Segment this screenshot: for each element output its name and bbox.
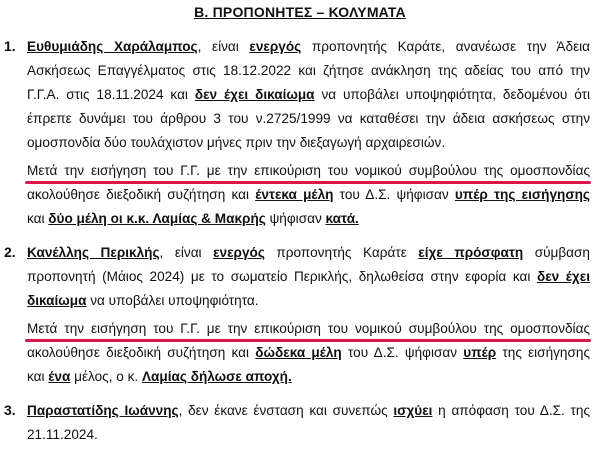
item-1-line-7: ακολούθησε διεξοδική συζήτηση και έντεκα μέλη του Δ.Σ. ψήφισαν υπέρ της εισήγησης [27, 187, 590, 202]
item-2-line-3: δικαίωμα να υποβάλει υποψηφιότητα. [27, 293, 259, 308]
person-name: Ευθυμιάδης Χαράλαμπος [27, 39, 198, 54]
item-1-line-1: Ευθυμιάδης Χαράλαμπος, είναι ενεργός προπονητής Καράτε, ανανέωσε την Άδεια [27, 39, 591, 54]
item-1-line-2: Ασκήσεως Επαγγέλματος στις 18.12.2022 και ζήτησε ανάκληση της αδείας του από την [27, 63, 590, 78]
no-right-phrase: δεν έχει [536, 269, 590, 284]
item-2-line-6: και ένα μέλος, ο κ. Λαμίας δήλωσε αποχή. [27, 369, 292, 384]
no-right-phrase: δεν έχει δικαίωμα [194, 87, 315, 102]
one-member: ένα [48, 369, 71, 384]
in-favor-phrase: υπέρ της εισήγησης [454, 187, 590, 202]
item-2-line-1: Κανέλλης Περικλής, είναι ενεργός προπονητής Καράτε είχε πρόσφατη σύμβαση [27, 245, 590, 260]
item-2-line-2: προπονητή (Μάιος 2024) με το σωματείο Περικλής, δηλωθείσα στην εφορία και δεν έχει [27, 269, 590, 284]
status-active: ενεργός [249, 39, 302, 54]
against-phrase: κατά. [325, 211, 359, 226]
status-active: ενεργός [213, 245, 265, 260]
red-underline [25, 181, 591, 184]
item-number: 3. [4, 402, 16, 418]
item-2-line-5: ακολούθησε διεξοδική συζήτηση και δώδεκα μέλη του Δ.Σ. ψήφισαν υπέρ της εισήγησης [27, 345, 590, 360]
abstention-phrase: Λαμίας δήλωσε αποχή. [141, 369, 292, 384]
valid-word: ισχύει [393, 403, 433, 418]
recent-contract: είχε πρόσφατη [418, 245, 524, 260]
item-3-line-2: 21.11.2024. [27, 427, 98, 442]
section-title: Β. ΠΡΟΠΟΝΗΤΕΣ – ΚΟΛΥΜΑΤΑ [194, 4, 406, 20]
in-favor-word: υπέρ [463, 345, 497, 360]
person-name: Παραστατίδης Ιωάννης [27, 403, 179, 418]
eleven-members: έντεκα μέλη [255, 187, 334, 202]
no-right-phrase-cont: δικαίωμα [27, 293, 87, 308]
item-1-line-5: ομοσπονδία δύο τουλάχιστον μήνες πριν την διεξαγωγή αρχαιρεσιών. [27, 135, 446, 150]
item-1-highlighted-line: Μετά την εισήγηση του Γ.Γ. με την επικούριση του νομικού συμβούλου της ομοσπονδίας [27, 163, 590, 178]
person-name: Κανέλλης Περικλής [27, 245, 160, 260]
item-number: 1. [4, 38, 16, 54]
item-3-line-1: Παραστατίδης Ιωάννης, δεν έκανε ένσταση και συνεπώς ισχύει η απόφαση του Δ.Σ. της [27, 403, 590, 418]
two-members: δύο μέλη οι κ.κ. Λαμίας & Μακρής [48, 211, 266, 226]
red-underline [25, 339, 591, 342]
twelve-members: δώδεκα μέλη [255, 345, 342, 360]
item-1-line-4: έπρεπε δυνάμει του άρθρου 3 του ν.2725/1999 να καταθέσει την άδεια ασκήσεως στην [27, 111, 590, 126]
item-2-highlighted-line: Μετά την εισήγηση του Γ.Γ. με την επικούριση του νομικού συμβούλου της ομοσπονδίας [27, 321, 590, 336]
item-1-line-3: Γ.Γ.Α. στις 18.11.2024 και δεν έχει δικαίωμα να υποβάλει υποψηφιότητα, δεδομένου ότι [27, 87, 591, 102]
item-number: 2. [4, 244, 16, 260]
item-1-line-8: και δύο μέλη οι κ.κ. Λαμίας & Μακρής ψήφισαν κατά. [27, 211, 359, 226]
